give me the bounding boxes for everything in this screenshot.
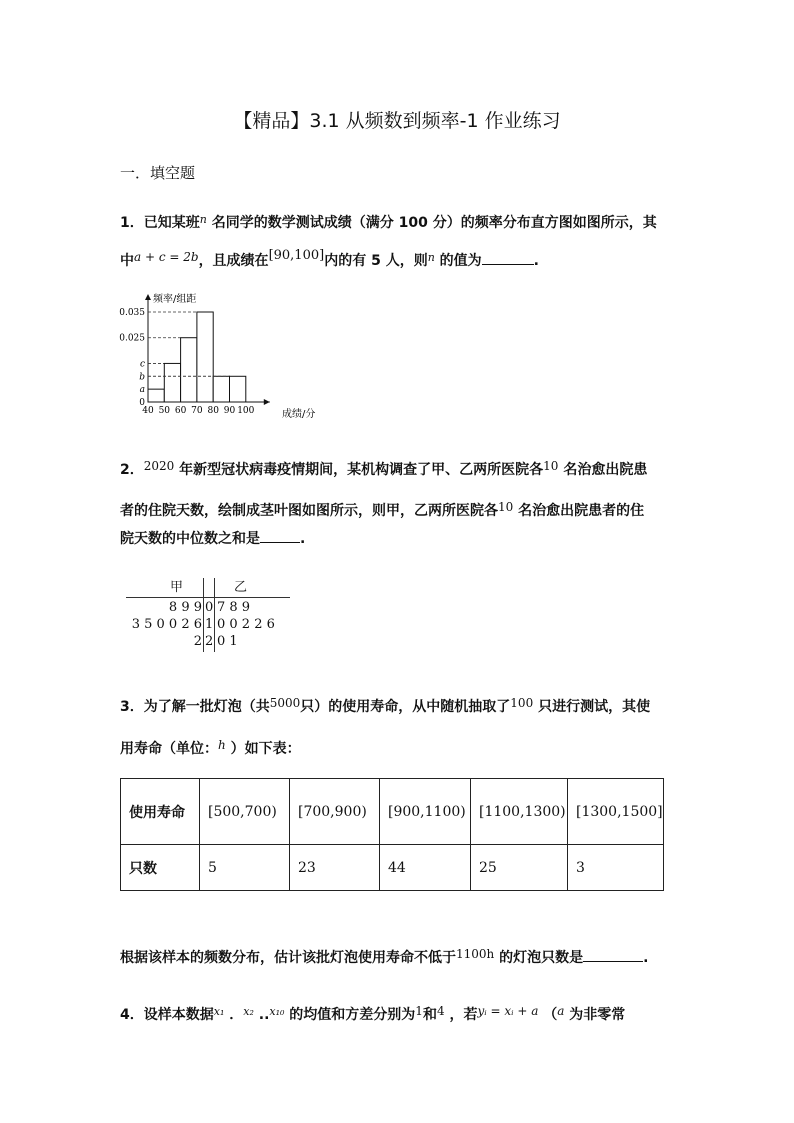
left-leaves: 8 9 9 [168, 600, 202, 615]
q3-text: 为了解一批灯泡（共 [143, 699, 270, 715]
histogram-bar [213, 376, 229, 402]
q4-text: （ [543, 1007, 558, 1023]
histogram-bar [181, 338, 197, 402]
y-axis-label: 频率/组距 [153, 294, 197, 305]
q2-line1 [120, 456, 647, 480]
section-heading: 一．填空题 [120, 164, 196, 182]
q4-x2: x₂ [243, 1005, 254, 1018]
histogram-plot [119, 294, 270, 416]
y-tick-label: 0.025 [119, 333, 145, 344]
q4-a: a [557, 1004, 565, 1018]
y-tick-label: b [139, 372, 145, 383]
q4-text: 的均值和方差分别为 [289, 1007, 416, 1023]
stem: 2 [205, 634, 214, 649]
left-leaves: 2 [193, 634, 202, 649]
stem-leaf-left-header: 甲 [170, 580, 184, 595]
q3-unit: h [218, 738, 226, 752]
q4-number: 4． [120, 1007, 144, 1023]
q3-number: 3． [120, 699, 144, 715]
stem-leaf-plot [126, 576, 290, 652]
q3-hours: 1100h [456, 947, 495, 961]
x-tick-label: 40 [142, 406, 154, 416]
right-leaves: 0 0 2 2 6 [217, 617, 275, 632]
q2-text: 年新型冠状病毒疫情期间，某机构调查了甲、乙两所医院各 [179, 462, 544, 478]
y-axis-arrow [145, 294, 151, 300]
histogram-bar [197, 312, 213, 402]
q1-text: 名同学的数学测试成绩（满分 100 分）的频率分布直方图如图所示，其 [211, 215, 657, 231]
table-row [121, 779, 664, 845]
y-tick-label: c [139, 359, 145, 370]
q4-text: 为非零常 [569, 1007, 626, 1023]
q3-text: 的灯泡只数是 [499, 950, 584, 966]
table-cell: 44 [380, 845, 471, 891]
q2-ten: 10 [498, 500, 514, 514]
x-axis-label: 成绩/分 [282, 409, 316, 420]
y-tick-label: 0.035 [119, 308, 145, 318]
q1-equation: a + c = 2b [134, 250, 199, 264]
q3-line3 [120, 944, 648, 968]
q4-one: 1 [415, 1004, 423, 1018]
q2-text: 院天数的中位数之和是 [120, 531, 260, 547]
right-leaves: 0 1 [217, 634, 238, 649]
q2-line2 [120, 497, 644, 521]
q4-equation: yᵢ = xᵢ + a [477, 1004, 539, 1018]
right-leaves: 7 8 9 [217, 600, 251, 615]
histogram-bar [148, 389, 164, 402]
q2-text: 名治愈出院患者的住 [518, 503, 645, 519]
q4-x10: x₁₀ [269, 1005, 285, 1018]
x-tick-label: 80 [207, 406, 219, 416]
q3-total: 5000 [269, 696, 301, 710]
q1-line2 [120, 246, 539, 271]
histogram-bar [230, 376, 246, 402]
answer-blank [260, 528, 300, 543]
table-cell: 23 [290, 845, 380, 891]
table-cell: 25 [471, 845, 568, 891]
q1-interval: [90,100] [268, 248, 325, 263]
table-cell: 5 [200, 845, 290, 891]
stem-leaf-right-header: 乙 [234, 580, 248, 595]
q3-text: ）如下表： [230, 741, 301, 757]
stem: 0 [205, 600, 214, 615]
table-cell: [500,700) [200, 779, 290, 845]
stem-leaf-divider [214, 578, 215, 652]
q3-line2 [120, 735, 301, 759]
q3-text: 只）的使用寿命，从中随机抽取了 [300, 699, 511, 715]
q3-text: 用寿命（单位： [120, 741, 218, 757]
period: . [300, 531, 306, 547]
x-tick-label: 60 [174, 406, 187, 416]
x-tick-label: 90 [223, 406, 236, 416]
table-header-cell: 使用寿命 [121, 779, 200, 845]
page-title: 【精品】3.1 从频数到频率-1 作业练习 [233, 110, 561, 132]
q1-line1 [120, 210, 657, 233]
q1-text: ，且成绩在 [198, 253, 269, 269]
period: . [643, 950, 649, 966]
stem: 1 [205, 617, 214, 632]
q1-text: 内的有 5 人，则 [324, 253, 428, 269]
histogram-bar [164, 363, 180, 402]
q2-year: 2020 [143, 459, 175, 473]
x-axis-arrow [264, 399, 270, 405]
y-tick-label: a [139, 385, 145, 396]
q3-text: 只进行测试，其使 [538, 699, 651, 715]
q1-text: 的值为 [439, 253, 482, 269]
q3-line1 [120, 693, 650, 717]
answer-blank [482, 250, 534, 265]
table-cell: [1300,1500] [568, 779, 664, 845]
q2-line3 [120, 528, 305, 549]
q2-number: 2． [120, 462, 144, 478]
q4-x1: x₁ [213, 1005, 225, 1018]
q2-ten: 10 [543, 459, 559, 473]
period: . [533, 253, 539, 269]
q4-text: 设样本数据 [143, 1007, 214, 1023]
q3-sample: 100 [510, 696, 534, 710]
table-cell: [900,1100) [380, 779, 471, 845]
table-row [121, 845, 664, 891]
left-leaves: 3 5 0 0 2 6 [131, 617, 202, 632]
table-cell: [1100,1300) [471, 779, 568, 845]
table-cell: 3 [568, 845, 664, 891]
q2-text: 者的住院天数，绘制成茎叶图如图所示，则甲，乙两所医院各 [120, 503, 498, 519]
q4-four: 4 [436, 1004, 445, 1018]
frequency-histogram [116, 290, 356, 422]
q4-line1: 4．设样本数据$^{x_1}$ ．$^{x_2}$ ..$^{x_{10}}$ 的均值和方差分别为1和4 ，若yᵢ = xᵢ + a （a 为非零常 [120, 1004, 626, 1023]
q1-var-n: n [427, 251, 435, 264]
answer-blank [583, 947, 643, 962]
table-header-cell: 只数 [121, 845, 200, 891]
x-tick-label: 100 [237, 406, 255, 416]
q1-var-n: n [199, 213, 207, 226]
q4-text: 和 [422, 1007, 437, 1023]
q1-text: 已知某班 [143, 215, 200, 231]
stem-leaf-divider [126, 597, 290, 598]
q3-text: 根据该样本的频数分布，估计该批灯泡使用寿命不低于 [120, 950, 456, 966]
table-cell: [700,900) [290, 779, 380, 845]
stem-leaf-divider [203, 578, 204, 652]
y-tick-label: 0 [139, 398, 145, 408]
x-tick-label: 70 [191, 406, 203, 416]
q2-text: 名治愈出院患 [563, 462, 648, 478]
x-tick-label: 50 [158, 406, 171, 416]
q1-text: 中 [120, 253, 134, 269]
lifespan-table [120, 778, 664, 891]
q1-number: 1． [120, 215, 144, 231]
q4-text: ，若 [449, 1007, 478, 1023]
